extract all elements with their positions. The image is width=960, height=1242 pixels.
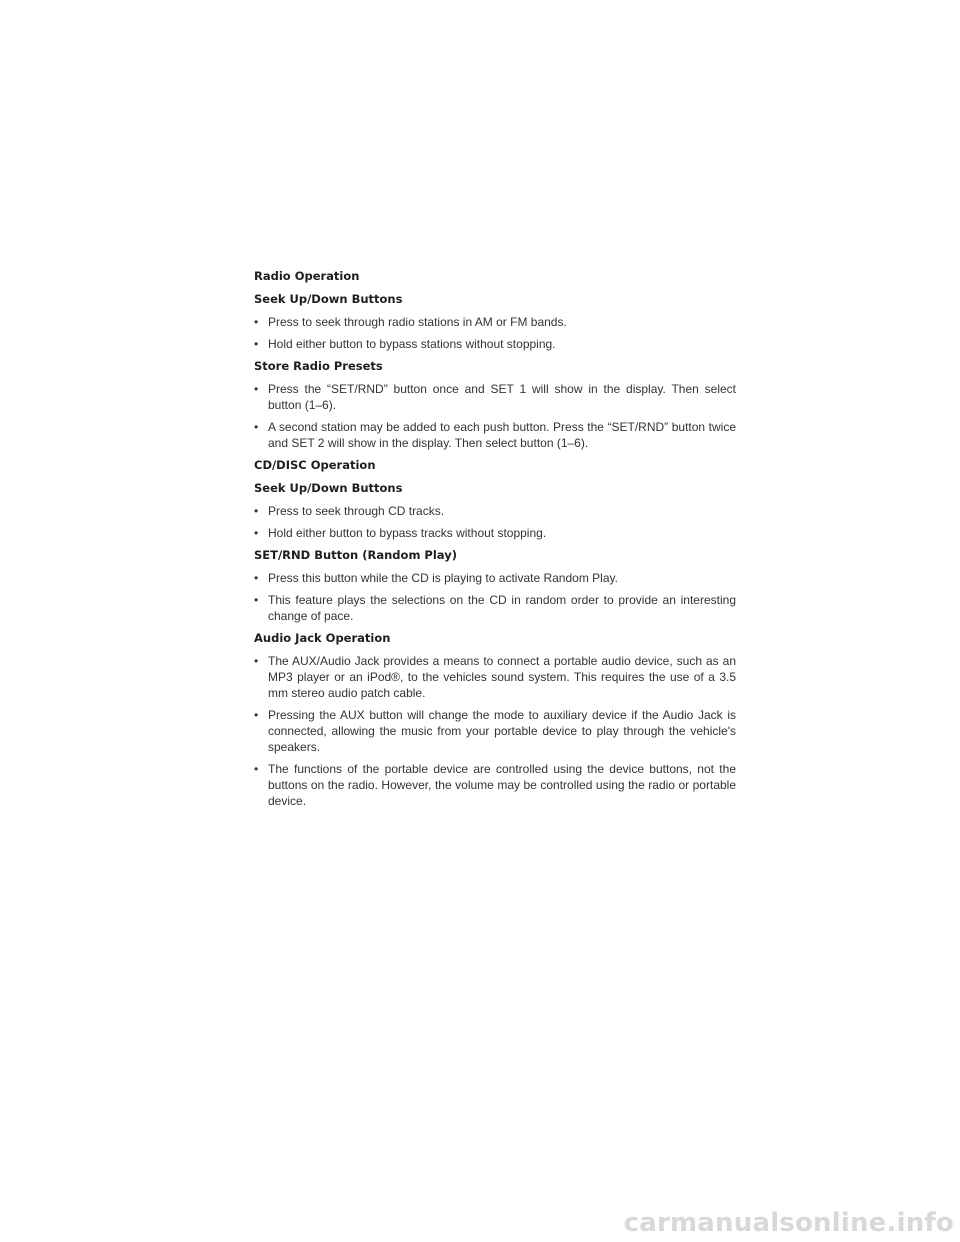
- bullet-item: [254, 503, 736, 519]
- section-heading: Radio Operation: [254, 269, 360, 283]
- bullet-dot-icon: •: [254, 526, 259, 540]
- bullet-item: [254, 419, 736, 451]
- bullet-item: [254, 592, 736, 624]
- bullet-text: A second station may be added to each push button. Press the “SET/RND” button twice and SET 2 will show in the display. Then select button (1–6).: [268, 420, 736, 450]
- bullet-dot-icon: •: [254, 420, 259, 434]
- bullet-dot-icon: •: [254, 593, 259, 607]
- section-heading: Store Radio Presets: [254, 359, 383, 373]
- site-watermark: carmanualsonline.info: [623, 1208, 954, 1238]
- bullet-text: Hold either button to bypass tracks without stopping.: [268, 526, 547, 540]
- bullet-dot-icon: •: [254, 708, 259, 722]
- bullet-text: This feature plays the selections on the CD in random order to provide an interesting change of pace.: [268, 593, 736, 623]
- bullet-item: [254, 570, 736, 586]
- bullet-item: [254, 761, 736, 809]
- section-heading: SET/RND Button (Random Play): [254, 548, 457, 562]
- bullet-dot-icon: •: [254, 504, 259, 518]
- bullet-text: Press to seek through CD tracks.: [268, 504, 445, 518]
- bullet-item: [254, 707, 736, 755]
- section-heading: Audio Jack Operation: [254, 631, 391, 645]
- bullet-item: [254, 525, 736, 541]
- section-heading: Seek Up/Down Buttons: [254, 292, 403, 306]
- bullet-text: The AUX/Audio Jack provides a means to connect a portable audio device, such as an MP3 player or an iPod®, to the vehicles sound system. This requires the use of a 3.5 mm stereo audio patch cable.: [268, 654, 736, 700]
- bullet-text: Pressing the AUX button will change the mode to auxiliary device if the Audio Jack is connected, allowing the music from your portable device to play through the vehicle's speakers.: [268, 708, 736, 754]
- bullet-dot-icon: •: [254, 654, 259, 668]
- bullet-text: The functions of the portable device are controlled using the device buttons, not the buttons on the radio. However, the volume may be controlled using the radio or portable device.: [268, 762, 736, 808]
- bullet-dot-icon: •: [254, 315, 259, 329]
- bullet-text: Press to seek through radio stations in AM or FM bands.: [268, 315, 567, 329]
- manual-page-content: [254, 268, 736, 815]
- bullet-text: Hold either button to bypass stations without stopping.: [268, 337, 556, 351]
- section-heading: CD/DISC Operation: [254, 458, 376, 472]
- section-heading: Seek Up/Down Buttons: [254, 481, 403, 495]
- bullet-text: Press the “SET/RND” button once and SET 1 will show in the display. Then select button (1–6).: [268, 382, 736, 412]
- bullet-item: [254, 653, 736, 701]
- bullet-dot-icon: •: [254, 571, 259, 585]
- bullet-item: [254, 381, 736, 413]
- bullet-item: [254, 314, 736, 330]
- bullet-dot-icon: •: [254, 762, 259, 776]
- bullet-item: [254, 336, 736, 352]
- bullet-dot-icon: •: [254, 337, 259, 351]
- bullet-text: Press this button while the CD is playing to activate Random Play.: [268, 571, 618, 585]
- bullet-dot-icon: •: [254, 382, 259, 396]
